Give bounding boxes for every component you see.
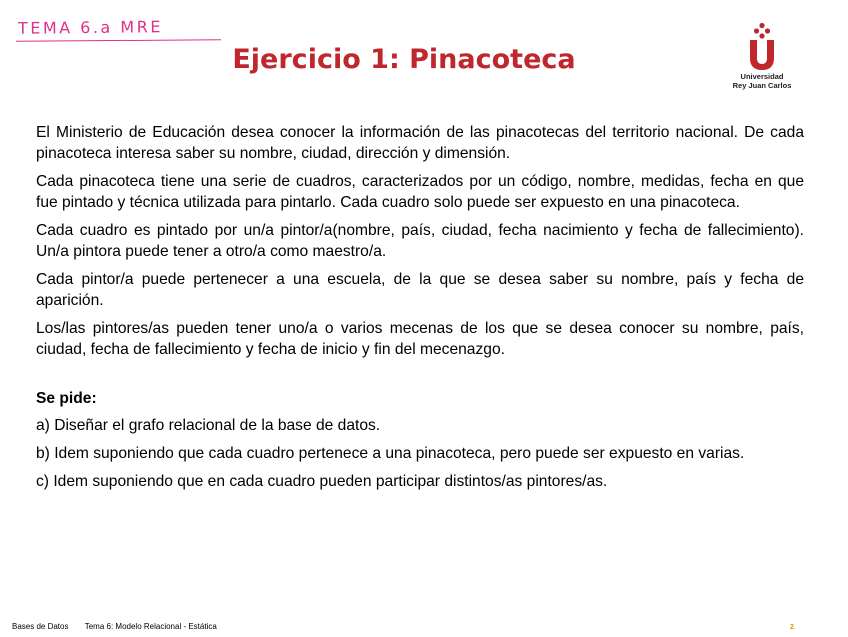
list-item: c) Idem suponiendo que en cada cuadro pueden participar distintos/as pintores/as.	[36, 473, 608, 490]
paragraph: Los/las pintores/as pueden tener uno/a o varios mecenas de los que se desea conocer su nombre, país, ciudad, fecha de fallecimiento y fecha de inicio y fin del mecenazgo.	[36, 320, 804, 358]
logo-text-line2: Rey Juan Carlos	[732, 81, 792, 90]
footer-course: Bases de Datos	[12, 622, 69, 631]
page-number: 2	[790, 624, 794, 631]
paragraph: Cada cuadro es pintado por un/a pintor/a(nombre, país, ciudad, fecha nacimiento y fecha de fallecimiento). Un/a pintora puede tener a otro/a como maestro/a.	[36, 222, 804, 260]
footer-topic: Tema 6: Modelo Relacional - Estática	[84, 622, 217, 631]
handwritten-underline	[16, 39, 221, 41]
list-item: b) Idem suponiendo que cada cuadro pertenece a una pinacoteca, pero puede ser expuesto en varias.	[36, 445, 745, 462]
section-heading: Se pide:	[36, 390, 97, 407]
page-title: Ejercicio 1: Pinacoteca	[232, 44, 576, 75]
footer	[12, 622, 217, 631]
list-item: a) Diseñar el grafo relacional de la base de datos.	[36, 417, 381, 434]
urjc-logo-icon	[742, 22, 782, 72]
exercise-content	[36, 122, 804, 499]
university-logo	[720, 22, 804, 98]
paragraph: Cada pinacoteca tiene una serie de cuadros, caracterizados por un código, nombre, medidas, fecha en que fue pintado y técnica utilizada para pintarlo. Cada cuadro solo puede ser expuesto en una pinacoteca.	[36, 173, 804, 211]
handwritten-annotation: TEMA 6.a MRE	[17, 17, 164, 38]
logo-text-line1: Universidad	[740, 72, 784, 81]
paragraph: Cada pintor/a puede pertenecer a una escuela, de la que se desea saber su nombre, país y fecha de aparición.	[36, 271, 804, 309]
paragraph: El Ministerio de Educación desea conocer la información de las pinacotecas del territorio nacional. De cada pinacoteca interesa saber su nombre, ciudad, dirección y dimensión.	[36, 124, 804, 162]
